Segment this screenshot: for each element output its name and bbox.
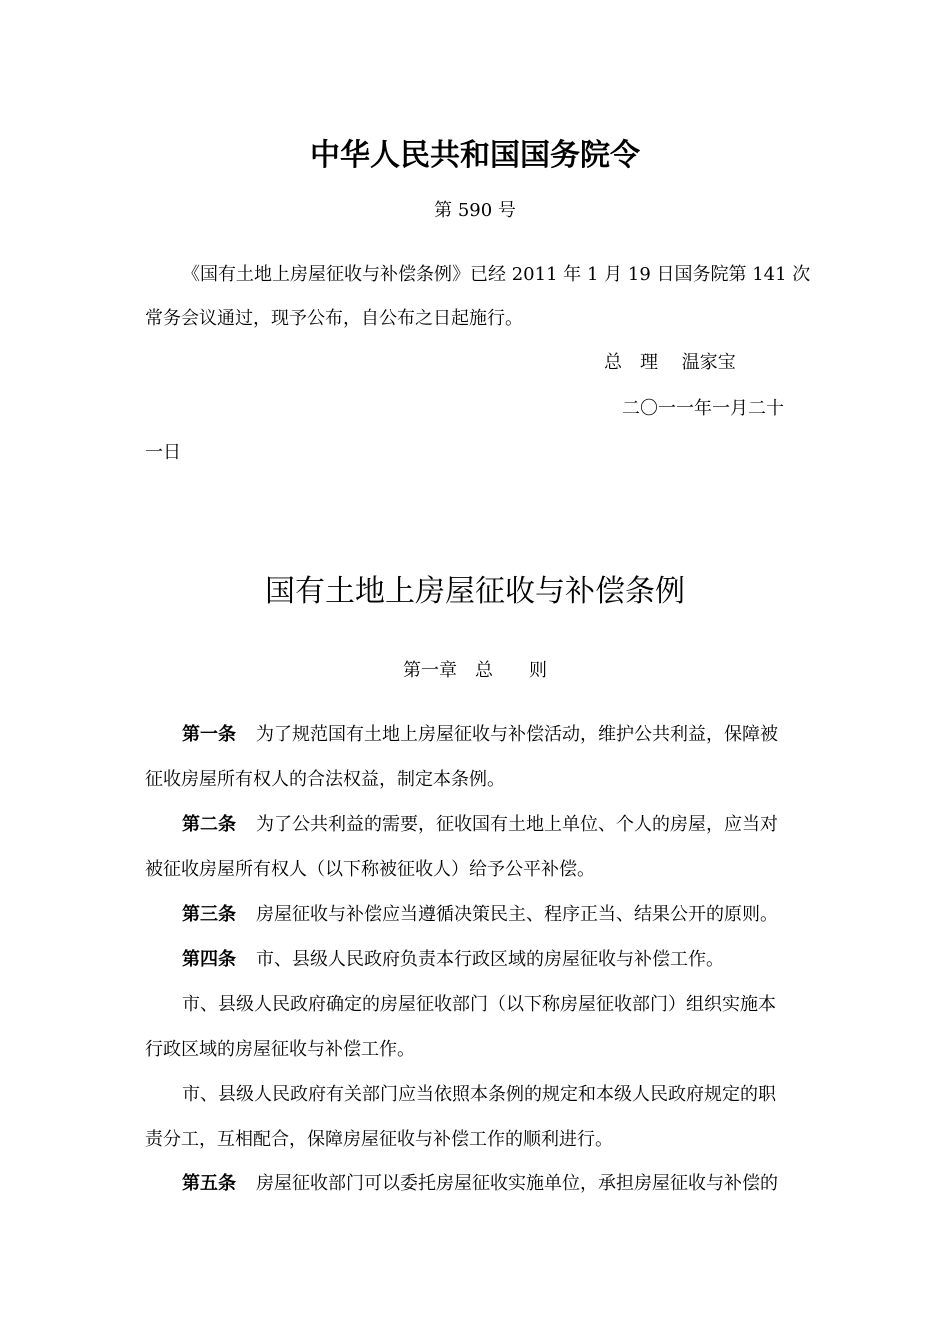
article-4-para-3-line-2: 责分工，互相配合，保障房屋征收与补偿工作的顺利进行。: [145, 1129, 613, 1150]
article-1-line-2: 征收房屋所有权人的合法权益，制定本条例。: [145, 769, 505, 790]
article-2-label: 第二条: [182, 814, 236, 835]
article-2-line-1: [182, 810, 778, 836]
article-4-line-1: [182, 945, 724, 971]
article-3-text: 房屋征收与补偿应当遵循决策民主、程序正当、结果公开的原则。: [256, 904, 778, 925]
article-1-label: 第一条: [182, 724, 236, 745]
decree-body-line-1: 《国有土地上房屋征收与补偿条例》已经 2011 年 1 月 19 日国务院第 141 次: [182, 264, 811, 285]
article-4-text: 市、县级人民政府负责本行政区域的房屋征收与补偿工作。: [256, 949, 724, 970]
article-4-para-3-line-1: 市、县级人民政府有关部门应当依照本条例的规定和本级人民政府规定的职: [182, 1084, 776, 1105]
article-4-para-2-line-2: 行政区域的房屋征收与补偿工作。: [145, 1039, 415, 1060]
decree-title: 中华人民共和国国务院令: [310, 138, 640, 173]
decree-date-line-2: 一日: [145, 442, 181, 463]
decree-date-line-1: 二〇一一年一月二十: [622, 398, 784, 419]
article-5-label: 第五条: [182, 1173, 236, 1194]
article-2-text: 为了公共利益的需要，征收国有土地上单位、个人的房屋，应当对: [256, 814, 778, 835]
article-2-line-2: 被征收房屋所有权人（以下称被征收人）给予公平补偿。: [145, 859, 595, 880]
article-4-para-2-line-1: 市、县级人民政府确定的房屋征收部门（以下称房屋征收部门）组织实施本: [182, 994, 776, 1015]
article-1-line-1: [182, 720, 778, 746]
article-3-line-1: [182, 900, 778, 926]
article-3-label: 第三条: [182, 904, 236, 925]
chapter-heading: 第一章 总 则: [403, 660, 547, 681]
article-4-label: 第四条: [182, 949, 236, 970]
decree-body-line-2: 常务会议通过，现予公布，自公布之日起施行。: [145, 308, 523, 329]
decree-signature: 总 理 温家宝: [604, 352, 736, 373]
decree-number: 第 590 号: [434, 200, 516, 221]
article-5-text: 房屋征收部门可以委托房屋征收实施单位，承担房屋征收与补偿的: [256, 1173, 778, 1194]
regulation-title: 国有土地上房屋征收与补偿条例: [265, 574, 685, 609]
article-1-text: 为了规范国有土地上房屋征收与补偿活动，维护公共利益，保障被: [256, 724, 778, 745]
article-5-line-1: [182, 1169, 778, 1195]
